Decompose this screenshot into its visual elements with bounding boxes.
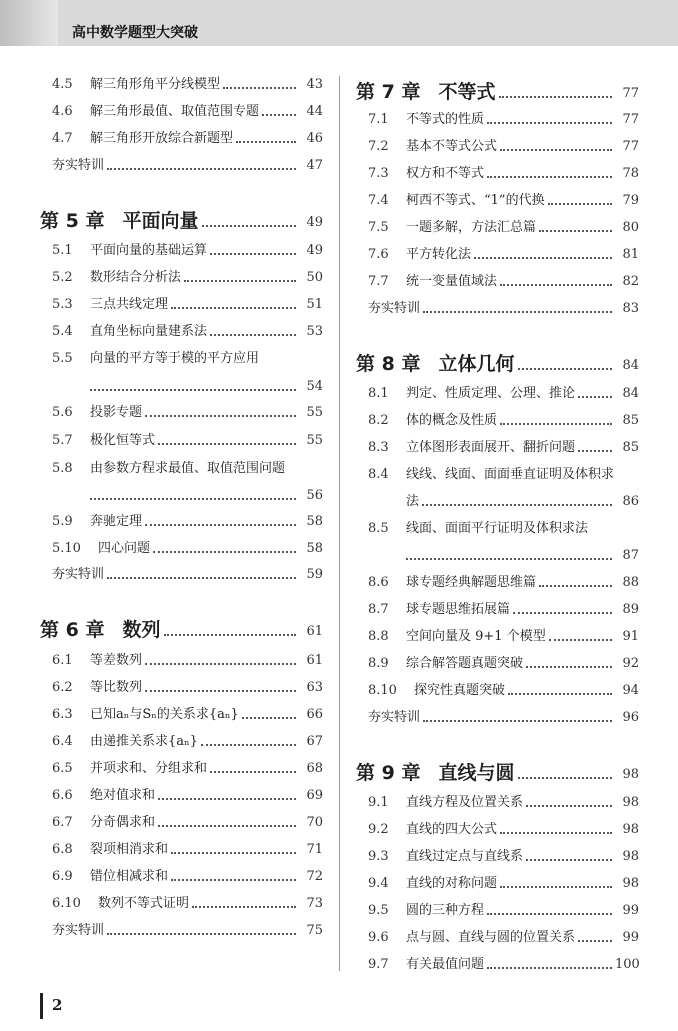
dot-leader [406,558,612,560]
dot-leader [171,879,296,881]
page-ref: 81 [622,247,639,262]
entry-title: 奔驰定理 [90,514,143,529]
page-ref: 75 [306,923,323,938]
page-ref: 89 [622,602,639,617]
toc-entry[interactable] [40,535,323,557]
dot-leader [236,141,296,143]
page-ref: 77 [622,86,639,101]
page-ref: 46 [306,131,323,146]
dot-leader [210,253,296,255]
entry-number: 5.2 [52,270,73,285]
page-ref: 50 [306,270,323,285]
toc-entry[interactable] [40,318,323,340]
page-ref: 77 [622,112,639,127]
dot-leader [202,225,296,227]
page-ref: 56 [306,488,323,503]
toc-entry[interactable] [40,427,323,449]
entry-title: 三点共线定理 [90,297,169,312]
entry-title: 夯实特训 [52,158,105,173]
entry-number: 6.4 [52,734,73,749]
entry-title: 错位相减求和 [90,869,169,884]
entry-title: 基本不等式公式 [406,139,498,154]
entry-number: 8.9 [368,656,389,671]
entry-title: 数形结合分析法 [90,270,182,285]
toc-entry-practice[interactable] [40,561,323,583]
page-ref: 98 [622,849,639,864]
dot-leader [487,122,612,124]
entry-title: 解三角形角平分线模型 [90,77,221,92]
page-ref: 59 [306,567,323,582]
entry-title-continued: 法 [406,494,420,509]
entry-number: 9.3 [368,849,389,864]
entry-number: 6.10 [52,896,81,911]
entry-number: 8.4 [368,467,389,482]
entry-title: 球专题经典解题思维篇 [406,575,537,590]
toc-entry-continuation[interactable] [356,488,639,510]
page-ref: 54 [306,379,323,394]
dot-leader [158,443,296,445]
toc-entry[interactable] [356,160,639,182]
toc-entry-continuation[interactable] [356,542,639,564]
page-ref: 71 [306,842,323,857]
entry-title: 由参数方程求最值、取值范围问题 [90,461,286,476]
entry-number: 8.3 [368,440,389,455]
entry-number: 5.4 [52,324,73,339]
entry-number: 8.2 [368,413,389,428]
entry-number: 6.5 [52,761,73,776]
toc-entry[interactable] [356,187,639,209]
entry-title: 解三角形最值、取值范围专题 [90,104,260,119]
dot-leader [423,311,612,313]
page-ref: 82 [622,274,639,289]
toc-entry[interactable] [356,677,639,699]
header-band [0,0,678,46]
entry-title: 综合解答题真题突破 [406,656,524,671]
entry-title: 裂项相消求和 [90,842,169,857]
entry-number: 8.6 [368,575,389,590]
dot-leader [201,744,296,746]
page-ref: 84 [622,386,639,401]
toc-entry[interactable] [356,569,639,591]
page-ref: 80 [622,220,639,235]
chapter-heading[interactable] [356,76,639,104]
entry-title: 四心问题 [98,541,151,556]
entry-title: 有关最值问题 [406,957,485,972]
toc-entry[interactable] [356,951,639,973]
dot-leader [508,693,612,695]
toc-entry[interactable] [40,71,323,93]
toc-entry[interactable] [40,809,323,831]
dot-leader [423,720,612,722]
page-ref: 73 [306,896,323,911]
toc-entry[interactable] [356,789,639,811]
toc-entry[interactable] [356,214,639,236]
toc-entry[interactable] [356,106,639,128]
dot-leader [90,498,296,500]
entry-number: 5.3 [52,297,73,312]
entry-title: 直线过定点与直线系 [406,849,524,864]
page-ref: 66 [306,707,323,722]
page-ref: 99 [622,903,639,918]
header-tab [0,0,58,46]
dot-leader [192,906,296,908]
entry-number: 9.2 [368,822,389,837]
dot-leader [526,805,612,807]
dot-leader [526,859,612,861]
entry-number: 4.6 [52,104,73,119]
toc-entry[interactable] [40,98,323,120]
entry-title: 夯实特训 [368,710,421,725]
dot-leader [184,280,296,282]
toc-entry[interactable] [356,241,639,263]
page-ref: 79 [622,193,639,208]
dot-leader [153,551,296,553]
dot-leader [500,886,612,888]
page-ref: 51 [306,297,323,312]
entry-number: 6.3 [52,707,73,722]
chapter-label: 第 8 章 [356,353,421,375]
dot-leader [145,524,296,526]
page-ref: 94 [622,683,639,698]
toc-entry[interactable] [356,623,639,645]
entry-number: 5.9 [52,514,73,529]
page-ref: 58 [306,514,323,529]
entry-title: 由递推关系求{aₙ} [90,734,198,749]
toc-entry[interactable] [356,380,639,402]
toc-entry-practice[interactable] [40,152,323,174]
entry-title: 解三角形开放综合新题型 [90,131,234,146]
entry-number: 9.5 [368,903,389,918]
page-ref: 92 [622,656,639,671]
page-ref: 86 [622,494,639,509]
toc-entry-practice[interactable] [356,704,639,726]
entry-number: 6.1 [52,653,73,668]
chapter-heading[interactable] [356,757,639,785]
toc-entry[interactable] [356,870,639,892]
dot-leader [487,176,612,178]
entry-number: 9.6 [368,930,389,945]
toc-entry[interactable] [40,863,323,885]
toc-entry[interactable] [40,647,323,669]
book-title: 高中数学题型大突破 [72,25,198,41]
page-ref: 61 [306,653,323,668]
chapter-label: 第 6 章 [40,619,105,641]
entry-number: 6.6 [52,788,73,803]
entry-title: 等比数列 [90,680,143,695]
entry-title: 一题多解，方法汇总篇 [406,220,537,235]
chapter-name: 数列 [122,619,161,641]
entry-number: 8.5 [368,521,389,536]
page-ref: 67 [306,734,323,749]
entry-title: 夯实特训 [52,567,105,582]
entry-number: 7.1 [368,112,389,127]
entry-number: 6.7 [52,815,73,830]
toc-entry[interactable] [40,345,323,367]
toc-entry-continuation[interactable] [40,373,323,395]
entry-title: 夯实特训 [368,301,421,316]
dot-leader [518,368,612,370]
dot-leader [145,663,296,665]
page-ref: 99 [622,930,639,945]
entry-title: 球专题思维拓展篇 [406,602,511,617]
page-ref: 91 [622,629,639,644]
dot-leader [158,798,296,800]
page-ref: 63 [306,680,323,695]
dot-leader [500,284,612,286]
entry-number: 6.9 [52,869,73,884]
page-ref: 98 [622,795,639,810]
dot-leader [145,415,296,417]
dot-leader [90,389,296,391]
toc-entry[interactable] [40,399,323,421]
page-ref: 100 [615,957,640,972]
entry-title: 点与圆、直线与圆的位置关系 [406,930,576,945]
entry-title: 权方和不等式 [406,166,485,181]
entry-number: 7.2 [368,139,389,154]
chapter-heading[interactable] [40,614,323,642]
entry-number: 6.2 [52,680,73,695]
chapter-name: 平面向量 [122,210,199,232]
entry-title: 线面、面面平行证明及体积求法 [406,521,589,536]
dot-leader [500,423,612,425]
toc-entry[interactable] [356,650,639,672]
entry-title: 已知aₙ与Sₙ的关系求{aₙ} [90,707,239,722]
page-ref: 49 [306,243,323,258]
entry-number: 8.7 [368,602,389,617]
toc-entry[interactable] [356,268,639,290]
dot-leader [145,690,296,692]
chapter-name: 不等式 [438,81,496,103]
page-ref: 43 [306,77,323,92]
entry-title: 直角坐标向量建系法 [90,324,208,339]
dot-leader [210,334,296,336]
entry-title: 直线的对称问题 [406,876,498,891]
page-ref: 53 [306,324,323,339]
entry-number: 7.7 [368,274,389,289]
dot-leader [578,940,612,942]
chapter-name: 直线与圆 [438,762,515,784]
entry-number: 5.7 [52,433,73,448]
entry-title: 分奇偶求和 [90,815,156,830]
page-ref: 69 [306,788,323,803]
dot-leader [107,168,296,170]
page-ref: 55 [306,433,323,448]
dot-leader [107,933,296,935]
entry-number: 4.7 [52,131,73,146]
chapter-label: 第 9 章 [356,762,421,784]
entry-number: 4.5 [52,77,73,92]
entry-title: 体的概念及性质 [406,413,498,428]
page-ref: 96 [622,710,639,725]
entry-number: 5.1 [52,243,73,258]
dot-leader [500,832,612,834]
entry-number: 7.6 [368,247,389,262]
chapter-heading[interactable] [356,348,639,376]
page-ref: 61 [306,624,323,639]
toc-entry[interactable] [40,455,323,477]
page-ref: 87 [622,548,639,563]
page-ref: 49 [306,215,323,230]
toc-entry[interactable] [40,836,323,858]
toc-entry[interactable] [40,674,323,696]
toc-entry[interactable] [40,728,323,750]
dot-leader [158,825,296,827]
entry-title: 夯实特训 [52,923,105,938]
dot-leader [487,913,612,915]
entry-title: 并项求和、分组求和 [90,761,208,776]
entry-title: 等差数列 [90,653,143,668]
toc-entry[interactable] [356,434,639,456]
page-ref: 58 [306,541,323,556]
toc-entry[interactable] [356,924,639,946]
toc-entry[interactable] [40,508,323,530]
dot-leader [262,114,296,116]
entry-number: 7.4 [368,193,389,208]
entry-title: 绝对值求和 [90,788,156,803]
entry-number: 7.5 [368,220,389,235]
page-ref: 72 [306,869,323,884]
entry-number: 5.8 [52,461,73,476]
page-ref: 88 [622,575,639,590]
entry-title: 投影专题 [90,405,143,420]
toc-entry-practice[interactable] [356,295,639,317]
dot-leader [549,639,612,641]
chapter-label: 第 5 章 [40,210,105,232]
entry-title: 线线、线面、面面垂直证明及体积求 [406,467,615,482]
entry-number: 5.6 [52,405,73,420]
toc-entry-continuation[interactable] [40,482,323,504]
entry-number: 5.10 [52,541,81,556]
dot-leader [500,149,612,151]
dot-leader [513,612,612,614]
entry-title: 平方转化法 [406,247,472,262]
entry-number: 9.4 [368,876,389,891]
toc-entry[interactable] [356,596,639,618]
entry-title: 数列不等式证明 [98,896,190,911]
dot-leader [242,717,296,719]
page-ref: 70 [306,815,323,830]
page-number: 2 [52,996,63,1014]
toc-entry[interactable] [356,133,639,155]
dot-leader [107,577,296,579]
toc-entry[interactable] [356,461,639,483]
entry-title: 圆的三种方程 [406,903,485,918]
page-ref: 68 [306,761,323,776]
dot-leader [210,771,296,773]
dot-leader [578,396,612,398]
dot-leader [171,307,296,309]
entry-title: 直线方程及位置关系 [406,795,524,810]
entry-number: 9.1 [368,795,389,810]
toc-entry[interactable] [40,264,323,286]
dot-leader [164,634,296,636]
dot-leader [526,666,612,668]
entry-number: 8.8 [368,629,389,644]
page-ref: 47 [306,158,323,173]
page-ref: 85 [622,413,639,428]
footer-bar [40,993,43,1019]
page-ref: 78 [622,166,639,181]
dot-leader [474,257,612,259]
page-ref: 85 [622,440,639,455]
toc-entry[interactable] [40,782,323,804]
entry-number: 5.5 [52,351,73,366]
entry-title: 立体图形表面展开、翻折问题 [406,440,576,455]
dot-leader [539,230,612,232]
dot-leader [171,852,296,854]
chapter-label: 第 7 章 [356,81,421,103]
toc-entry[interactable] [356,816,639,838]
entry-number: 6.8 [52,842,73,857]
dot-leader [539,585,612,587]
entry-title: 柯西不等式、“1”的代换 [406,193,545,208]
chapter-heading[interactable] [40,205,323,233]
entry-title: 统一变量值域法 [406,274,498,289]
entry-title: 极化恒等式 [90,433,156,448]
page-ref: 55 [306,405,323,420]
dot-leader [548,203,612,205]
toc-entry[interactable] [40,755,323,777]
toc-entry[interactable] [356,843,639,865]
toc-entry[interactable] [40,125,323,147]
entry-title: 空间向量及 9+1 个模型 [406,629,546,644]
entry-title: 直线的四大公式 [406,822,498,837]
toc-entry-practice[interactable] [40,917,323,939]
page-ref: 98 [622,767,639,782]
toc-entry[interactable] [356,407,639,429]
entry-number: 9.7 [368,957,389,972]
toc-entry[interactable] [356,515,639,537]
dot-leader [422,504,612,506]
toc-entry[interactable] [40,237,323,259]
entry-number: 7.3 [368,166,389,181]
page-ref: 44 [306,104,323,119]
toc-entry[interactable] [40,291,323,313]
dot-leader [487,967,612,969]
page-ref: 98 [622,822,639,837]
column-divider [339,76,340,971]
entry-title: 不等式的性质 [406,112,485,127]
page-ref: 98 [622,876,639,891]
toc-entry[interactable] [356,897,639,919]
dot-leader [499,96,612,98]
entry-number: 8.1 [368,386,389,401]
dot-leader [578,450,612,452]
entry-title: 判定、性质定理、公理、推论 [406,386,576,401]
entry-title: 向量的平方等于模的平方应用 [90,351,260,366]
chapter-name: 立体几何 [438,353,515,375]
dot-leader [518,777,612,779]
entry-title: 探究性真题突破 [414,683,506,698]
page-ref: 77 [622,139,639,154]
toc-entry[interactable] [40,890,323,912]
toc-entry[interactable] [40,701,323,723]
dot-leader [223,87,296,89]
page-ref: 83 [622,301,639,316]
entry-number: 8.10 [368,683,397,698]
page-ref: 84 [622,358,639,373]
entry-title: 平面向量的基础运算 [90,243,208,258]
